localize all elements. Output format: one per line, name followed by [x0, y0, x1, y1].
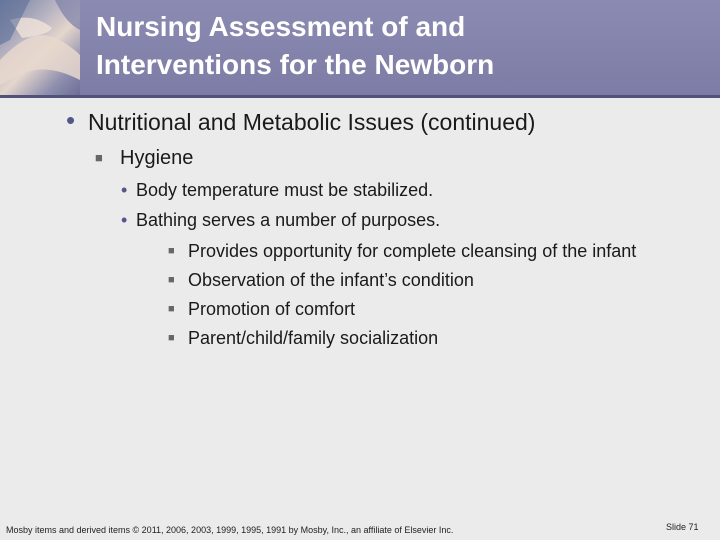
bullet-level3	[121, 180, 434, 201]
bullet-level4-text: Promotion of comfort	[188, 299, 356, 319]
bullet-level4-text: Provides opportunity for complete cleansing of the infant	[188, 241, 637, 261]
title-line-2: Interventions for the Newborn	[96, 49, 495, 80]
bullet-level1	[66, 105, 536, 136]
bullet-level4	[168, 270, 474, 291]
bullet-level3-text: Body temperature must be stabilized.	[136, 180, 434, 200]
round-bullet-icon: •	[121, 210, 128, 230]
bullet-level4	[168, 241, 637, 262]
bullet-level4-text: Observation of the infant’s condition	[188, 270, 474, 290]
bullet-level1-text: Nutritional and Metabolic Issues (continued)	[88, 109, 536, 135]
bullet-level4	[168, 299, 356, 320]
bullet-level2-text: Hygiene	[120, 147, 194, 169]
round-bullet-icon: •	[66, 105, 76, 135]
title-line-1: Nursing Assessment of and	[96, 11, 466, 42]
copyright-footer: Mosby items and derived items © 2011, 2006, 2003, 1999, 1995, 1991 by Mosby, Inc., an affiliate of Elsevier Inc.	[6, 525, 454, 535]
bullet-level3-text: Bathing serves a number of purposes.	[136, 210, 441, 230]
square-bullet-icon: ■	[168, 274, 175, 286]
square-bullet-icon: ■	[168, 245, 175, 257]
square-bullet-icon: ■	[168, 332, 175, 344]
slide-number: Slide 71	[666, 522, 699, 532]
bullet-level4-text: Parent/child/family socialization	[188, 328, 439, 348]
hands-photo-icon	[0, 0, 80, 95]
square-bullet-icon: ■	[95, 150, 103, 165]
slide-title	[96, 8, 696, 84]
bullet-level2	[95, 147, 194, 170]
square-bullet-icon: ■	[168, 303, 175, 315]
header-photo	[0, 0, 80, 95]
slide-header	[0, 0, 720, 98]
bullet-level4	[168, 328, 439, 349]
round-bullet-icon: •	[121, 180, 128, 200]
bullet-level3	[121, 210, 441, 231]
